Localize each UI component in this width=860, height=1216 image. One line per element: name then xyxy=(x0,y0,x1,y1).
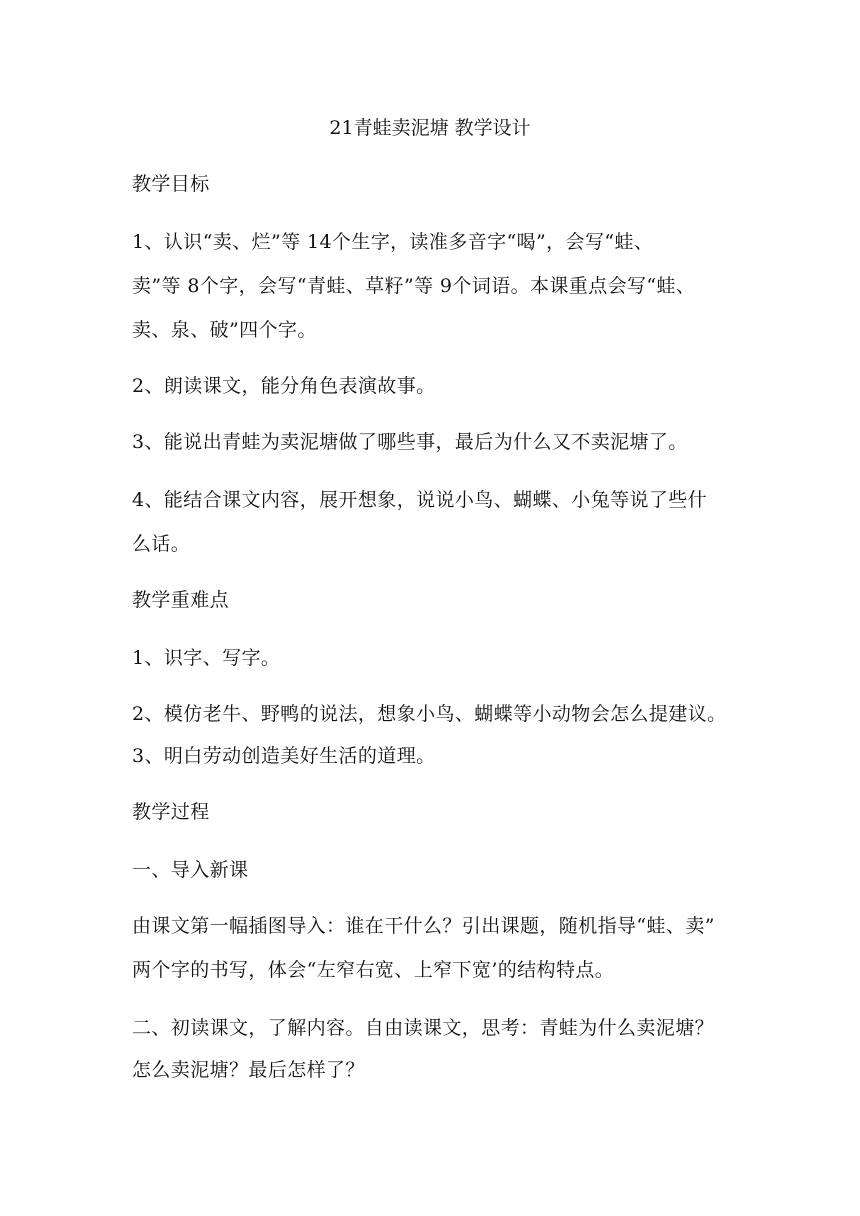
paragraph-line: 怎么卖泥塘？最后怎样了？ xyxy=(132,1059,365,1081)
paragraph-line: 2、朗读课文，能分角色表演故事。 xyxy=(132,375,436,397)
paragraph-line: 卖、泉、破”四个字。 xyxy=(132,319,317,341)
paragraph-line: 二、初读课文，了解内容。自由读课文，思考：青蛙为什么卖泥塘？ xyxy=(132,1017,715,1039)
paragraph-line: 一、导入新课 xyxy=(132,859,249,881)
paragraph-line: 两个字的书写，体会“左窄右宽、上窄下宽’的结构特点。 xyxy=(132,959,615,981)
section-heading-goals: 教学目标 xyxy=(132,173,210,195)
paragraph-line: 卖”等 8个字，会写“青蛙、草籽”等 9个词语。本课重点会写“蛙、 xyxy=(132,275,696,297)
paragraph-line: 3、明白劳动创造美好生活的道理。 xyxy=(132,745,436,767)
paragraph-line: 3、能说出青蛙为卖泥塘做了哪些事，最后为什么又不卖泥塘了。 xyxy=(132,431,688,453)
section-heading-key-points: 教学重难点 xyxy=(132,589,230,611)
paragraph-line: 1、识字、写字。 xyxy=(132,647,281,669)
paragraph-line: 2、模仿老牛、野鸭的说法，想象小鸟、蝴蝶等小动物会怎么提建议。 xyxy=(132,703,727,725)
paragraph-line: 由课文第一幅插图导入：谁在干什么？引出课题，随机指导“蛙、卖” xyxy=(132,915,715,937)
section-heading-process: 教学过程 xyxy=(132,801,210,823)
paragraph-line: 4、能结合课文内容，展开想象，说说小鸟、蝴蝶、小兔等说了些什 xyxy=(132,489,708,511)
paragraph-line: 1、认识“卖、烂”等 14个生字，读准多音字“喝”，会写“蛙、 xyxy=(132,231,654,253)
document-title: 21青蛙卖泥塘 教学设计 xyxy=(329,117,531,139)
paragraph-line: 么话。 xyxy=(132,533,191,555)
